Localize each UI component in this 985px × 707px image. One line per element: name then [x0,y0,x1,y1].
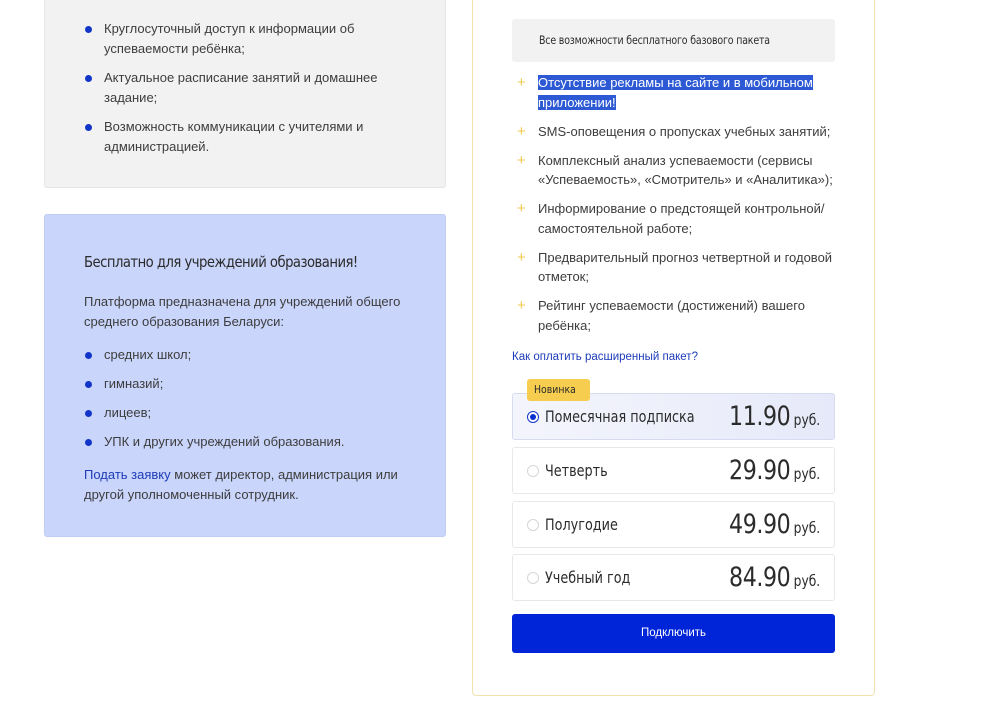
feature-item: + SMS-оповещения о пропусках учебных занятий; [517,122,831,140]
plus-icon: + [517,200,526,217]
list-item: Круглосуточный доступ к информации об успеваемости ребёнка; [84,19,414,58]
schools-card [44,214,446,537]
list-item: Возможность коммуникации с учителями и администрацией. [84,117,414,156]
list-item: Актуальное расписание занятий и домашнее задание; [84,68,414,107]
schools-card-title: Бесплатно для учреждений образования! [84,253,358,271]
radio-button[interactable] [527,519,539,531]
feature-item: + Отсутствие рекламы на сайте и в мобильном приложении! [517,74,813,110]
price: 49.90 руб. [728,509,820,540]
plus-icon: + [517,74,526,91]
bullet-icon [85,26,92,33]
bullet-icon [85,75,92,82]
parent-features-card [44,0,446,188]
feature-item: + Информирование о предстоящей контрольной/самостоятельной работе; [517,200,825,236]
option-monthly[interactable]: Помесячная подписка 11.90 руб. [512,393,835,440]
price: 29.90 руб. [728,455,820,486]
plus-icon: + [517,151,526,169]
list-item: лицеев; [84,403,424,423]
option-school-year[interactable]: Учебный год 84.90 руб. [512,554,835,601]
connect-button[interactable]: Подключить [512,614,835,653]
plan-header: Все возможности бесплатного базового пакета [512,19,835,62]
radio-button[interactable] [527,465,539,477]
schools-card-intro: Платформа предназначена для учреждений общего среднего образования Беларуси: [84,294,401,329]
new-badge: Новинка [527,379,590,401]
parent-features-list [84,19,414,166]
apply-link[interactable]: Подать заявку [84,467,171,482]
plus-icon: + [517,122,526,140]
plan-features-list [517,73,837,345]
bullet-icon [85,410,92,417]
plus-icon: + [517,248,526,266]
plus-icon: + [517,297,526,314]
feature-item: + Рейтинг успеваемости (достижений) вашего ребёнка; [517,297,805,333]
how-to-pay-link[interactable]: Как оплатить расширенный пакет? [512,351,698,363]
bullet-icon [85,124,92,131]
bullet-icon [85,352,92,359]
bullet-icon [85,381,92,388]
schools-list [84,345,424,461]
price: 84.90 руб. [728,562,820,593]
premium-plan-card [472,0,875,696]
option-quarter[interactable]: Четверть 29.90 руб. [512,447,835,494]
feature-item: + Комплексный анализ успеваемости (сервисы «Успеваемость», «Смотритель» и «Аналитика»); [517,151,833,187]
list-item: УПК и других учреждений образования. [84,432,424,452]
bullet-icon [85,439,92,446]
list-item: средних школ; [84,345,424,365]
price: 11.90 руб. [728,401,820,432]
option-half-year[interactable]: Полугодие 49.90 руб. [512,501,835,548]
radio-button[interactable] [527,572,539,584]
schools-card-footer: Подать заявку может директор, администрация или другой уполномоченный сотрудник. [84,467,398,502]
list-item: гимназий; [84,374,424,394]
radio-button-checked[interactable] [527,411,539,423]
feature-item: + Предварительный прогноз четвертной и годовой отметок; [517,248,833,284]
